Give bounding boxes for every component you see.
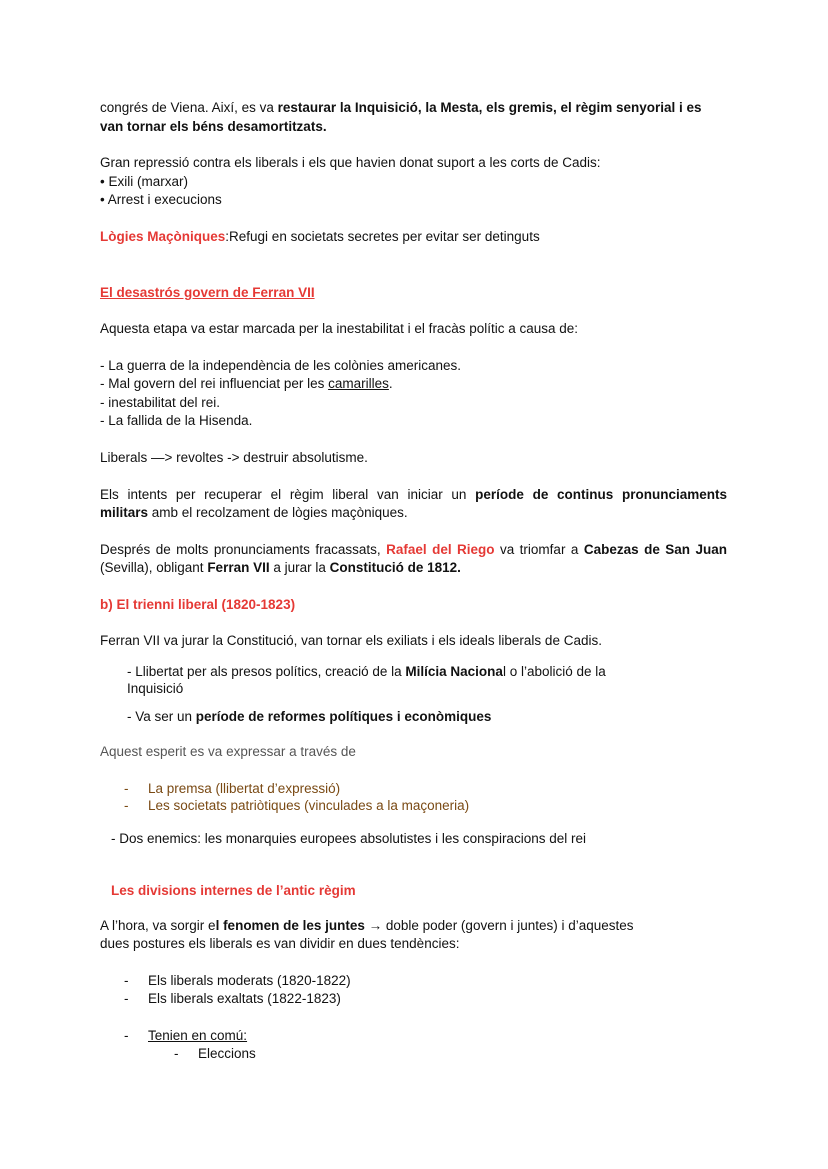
reformes-line: - Va ser un període de reformes polítiques i econòmiques	[127, 709, 492, 724]
list-item: - inestabilitat del rei.	[100, 395, 221, 410]
list-item: - Mal govern del rei influenciat per les camarilles.	[100, 376, 393, 391]
list-item: - Tenien en comú:	[124, 1028, 248, 1043]
esperit-line: Aquest esperit es va expressar a través de	[100, 744, 356, 759]
list-item: • Arrest i execucions	[100, 192, 222, 207]
section-heading-divisions: Les divisions internes de l’antic règim	[111, 883, 356, 898]
repression-intro: Gran repressió contra els liberals i els que havien donat suport a les corts de Cadis:	[100, 155, 601, 170]
camarilles-link[interactable]: camarilles	[328, 376, 389, 391]
list-item: - La premsa (llibertat d’expressió)	[124, 781, 341, 796]
llibertat-line-cont: Inquisició	[127, 681, 184, 696]
riego-paragraph: Després de molts pronunciaments fracassats, Rafael del Riego va triomfar a Cabezas de San Juan	[100, 542, 727, 557]
paragraph-viena-cont: van tornar els béns desamortitzats.	[100, 119, 327, 134]
section-heading-govern: El desastrós govern de Ferran VII	[100, 285, 315, 300]
list-item: - Els liberals exaltats (1822-1823)	[124, 991, 341, 1006]
logies-label: Lògies Maçòniques	[100, 229, 226, 244]
riego-paragraph-cont: (Sevilla), obligant Ferran VII a jurar la Constitució de 1812.	[100, 560, 461, 575]
list-item: - Les societats patriòtiques (vinculades a la maçoneria)	[124, 798, 470, 813]
list-item: - La guerra de la independència de les colònies americanes.	[100, 358, 461, 373]
enemics-line: - Dos enemics: les monarquies europees absolutistes i les conspiracions del rei	[111, 831, 586, 846]
list-item: - Els liberals moderats (1820-1822)	[124, 973, 351, 988]
juntes-line-cont: dues postures els liberals es van dividir en dues tendències:	[100, 936, 460, 951]
list-item: - La fallida de la Hisenda.	[100, 413, 253, 428]
etapa-line: Aquesta etapa va estar marcada per la inestabilitat i el fracàs polític a causa de:	[100, 321, 579, 336]
juntes-line: A l’hora, va sorgir el fenomen de les juntes → doble poder (govern i juntes) i d’aquestes	[100, 918, 634, 933]
llibertat-line: - Llibertat per als presos polítics, creació de la Milícia Nacional o l’abolició de la	[127, 664, 606, 679]
intents-paragraph: Els intents per recuperar el règim liberal van iniciar un període de continus pronunciaments	[100, 487, 727, 502]
rafael-del-riego: Rafael del Riego	[386, 542, 495, 557]
section-heading-trienni: b) El trienni liberal (1820-1823)	[100, 597, 296, 612]
paragraph-viena: congrés de Viena. Així, es va restaurar la Inquisició, la Mesta, els gremis, el règim senyorial i es	[100, 100, 702, 115]
liberals-line: Liberals —> revoltes -> destruir absolutisme.	[100, 450, 368, 465]
arrow-right-icon: →	[364, 918, 386, 933]
logies-line: Lògies Maçòniques:Refugi en societats secretes per evitar ser detinguts	[100, 229, 540, 244]
intents-paragraph-cont: militars amb el recolzament de lògies maçòniques.	[100, 505, 408, 520]
list-item: • Exili (marxar)	[100, 174, 188, 189]
list-item: - Eleccions	[174, 1046, 256, 1061]
jurar-line: Ferran VII va jurar la Constitució, van tornar els exiliats i els ideals liberals de Cadis.	[100, 633, 602, 648]
